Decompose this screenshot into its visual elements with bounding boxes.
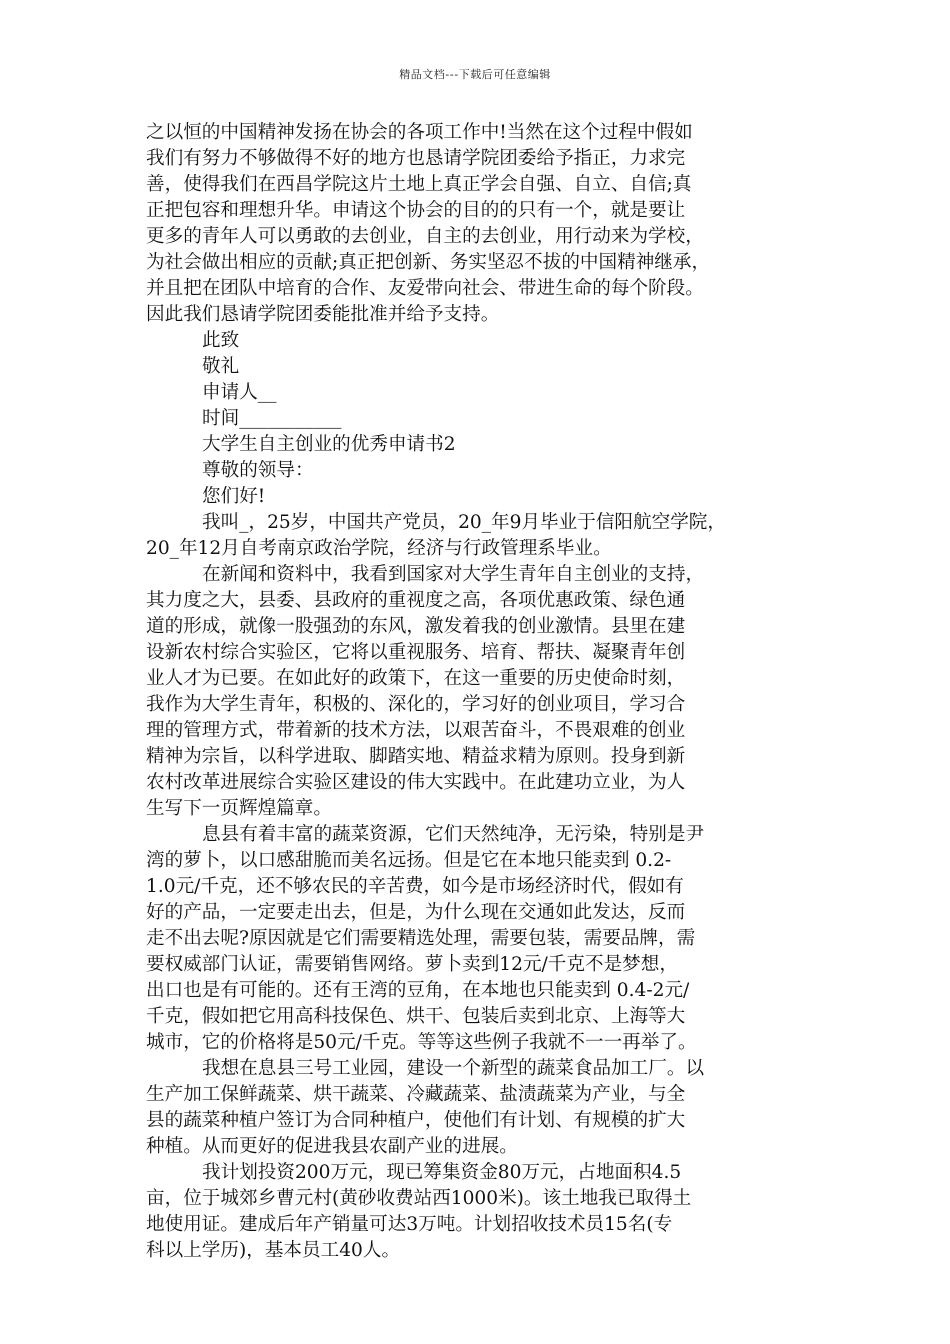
text-line: 大学生自主创业的优秀申请书2 [202,434,456,455]
text-line: 敬礼 [202,356,240,377]
text-line: 种植。从而更好的促进我县农副产业的进展。 [146,1136,518,1157]
text-line: 我叫_，25岁，中国共产党员，20_年9月毕业于信阳航空学院， [202,512,726,533]
text-line: 生产加工保鲜蔬菜、烘干蔬菜、冷藏蔬菜、盐渍蔬菜为产业，与全 [146,1084,686,1105]
text-line: 出口也是有可能的。还有王湾的豆角，在本地也只能卖到 0.4-2元/ [146,980,690,1001]
text-line: 在新闻和资料中，我看到国家对大学生青年自主创业的支持， [202,564,705,585]
text-line: 亩，位于城郊乡曹元村(黄砂收费站西1000米)。该土地我已取得土 [146,1188,692,1209]
text-line: 时间___________ [202,408,342,429]
text-line: 道的形成，就像一股强劲的东风，激发着我的创业激情。县里在建 [146,616,686,637]
text-line: 因此我们恳请学院团委能批准并给予支持。 [146,304,500,325]
text-line: 湾的萝卜，以口感甜脆而美名远扬。但是它在本地只能卖到 0.2- [146,850,672,871]
text-line: 科以上学历)，基本员工40人。 [146,1240,401,1261]
text-line: 城市，它的价格将是50元/千克。等等这些例子我就不一一再举了。 [146,1032,697,1053]
text-line: 息县有着丰富的蔬菜资源，它们天然纯净，无污染，特别是尹 [202,824,705,845]
text-line: 其力度之大，县委、县政府的重视度之高，各项优惠政策、绿色通 [146,590,686,611]
text-line: 我想在息县三号工业园，建设一个新型的蔬菜食品加工厂。以 [202,1058,705,1079]
text-line: 尊敬的领导： [202,460,314,481]
text-line: 走不出去呢?原因就是它们需要精选处理，需要包装，需要品牌，需 [146,928,696,949]
text-line: 并且把在团队中培育的合作、友爱带向社会、带进生命的每个阶段。 [146,278,704,299]
text-line: 我计划投资200万元，现已筹集资金80万元，占地面积4.5 [202,1162,682,1183]
text-line: 您们好! [202,486,266,507]
text-line: 申请人__ [202,382,277,403]
page-header: 精品文档---下载后可任意编辑 [399,68,551,81]
document-body [146,120,816,1264]
text-line: 业人才为已要。在如此好的政策下，在这一重要的历史使命时刻， [146,668,686,689]
text-line: 我作为大学生青年，积极的、深化的，学习好的创业项目，学习合 [146,694,686,715]
text-line: 农村改革进展综合实验区建设的伟大实践中。在此建功立业，为人 [146,772,686,793]
text-line: 要权威部门认证，需要销售网络。萝卜卖到12元/千克不是梦想， [146,954,678,975]
text-line: 更多的青年人可以勇敢的去创业，自主的去创业，用行动来为学校， [146,226,704,247]
text-line: 为社会做出相应的贡献;真正把创新、务实坚忍不拔的中国精神继承， [146,252,711,273]
text-line: 我们有努力不够做得不好的地方也恳请学院团委给予指正，力求完 [146,148,686,169]
text-line: 生写下一页辉煌篇章。 [146,798,332,819]
text-line: 正把包容和理想升华。申请这个协会的目的的只有一个，就是要让 [146,200,686,221]
text-line: 之以恒的中国精神发扬在协会的各项工作中!当然在这个过程中假如 [146,122,693,143]
text-line: 千克，假如把它用高科技保色、烘干、包装后卖到北京、上海等大 [146,1006,686,1027]
text-line: 好的产品，一定要走出去，但是，为什么现在交通如此发达，反而 [146,902,686,923]
text-line: 地使用证。建成后年产销量可达3万吨。计划招收技术员15名(专 [146,1214,673,1235]
text-line: 此致 [202,330,240,351]
text-line: 理的管理方式，带着新的技术方法，以艰苦奋斗，不畏艰难的创业 [146,720,686,741]
text-line: 设新农村综合实验区，它将以重视服务、培育、帮扶、凝聚青年创 [146,642,686,663]
text-line: 县的蔬菜种植户签订为合同种植户，使他们有计划、有规模的扩大 [146,1110,686,1131]
text-line: 1.0元/千克，还不够农民的辛苦费，如今是市场经济时代，假如有 [146,876,684,897]
text-line: 20_年12月自考南京政治学院，经济与行政管理系毕业。 [146,538,612,559]
text-line: 善，使得我们在西昌学院这片土地上真正学会自强、自立、自信;真 [146,174,692,195]
text-line: 精神为宗旨，以科学进取、脚踏实地、精益求精为原则。投身到新 [146,746,686,767]
